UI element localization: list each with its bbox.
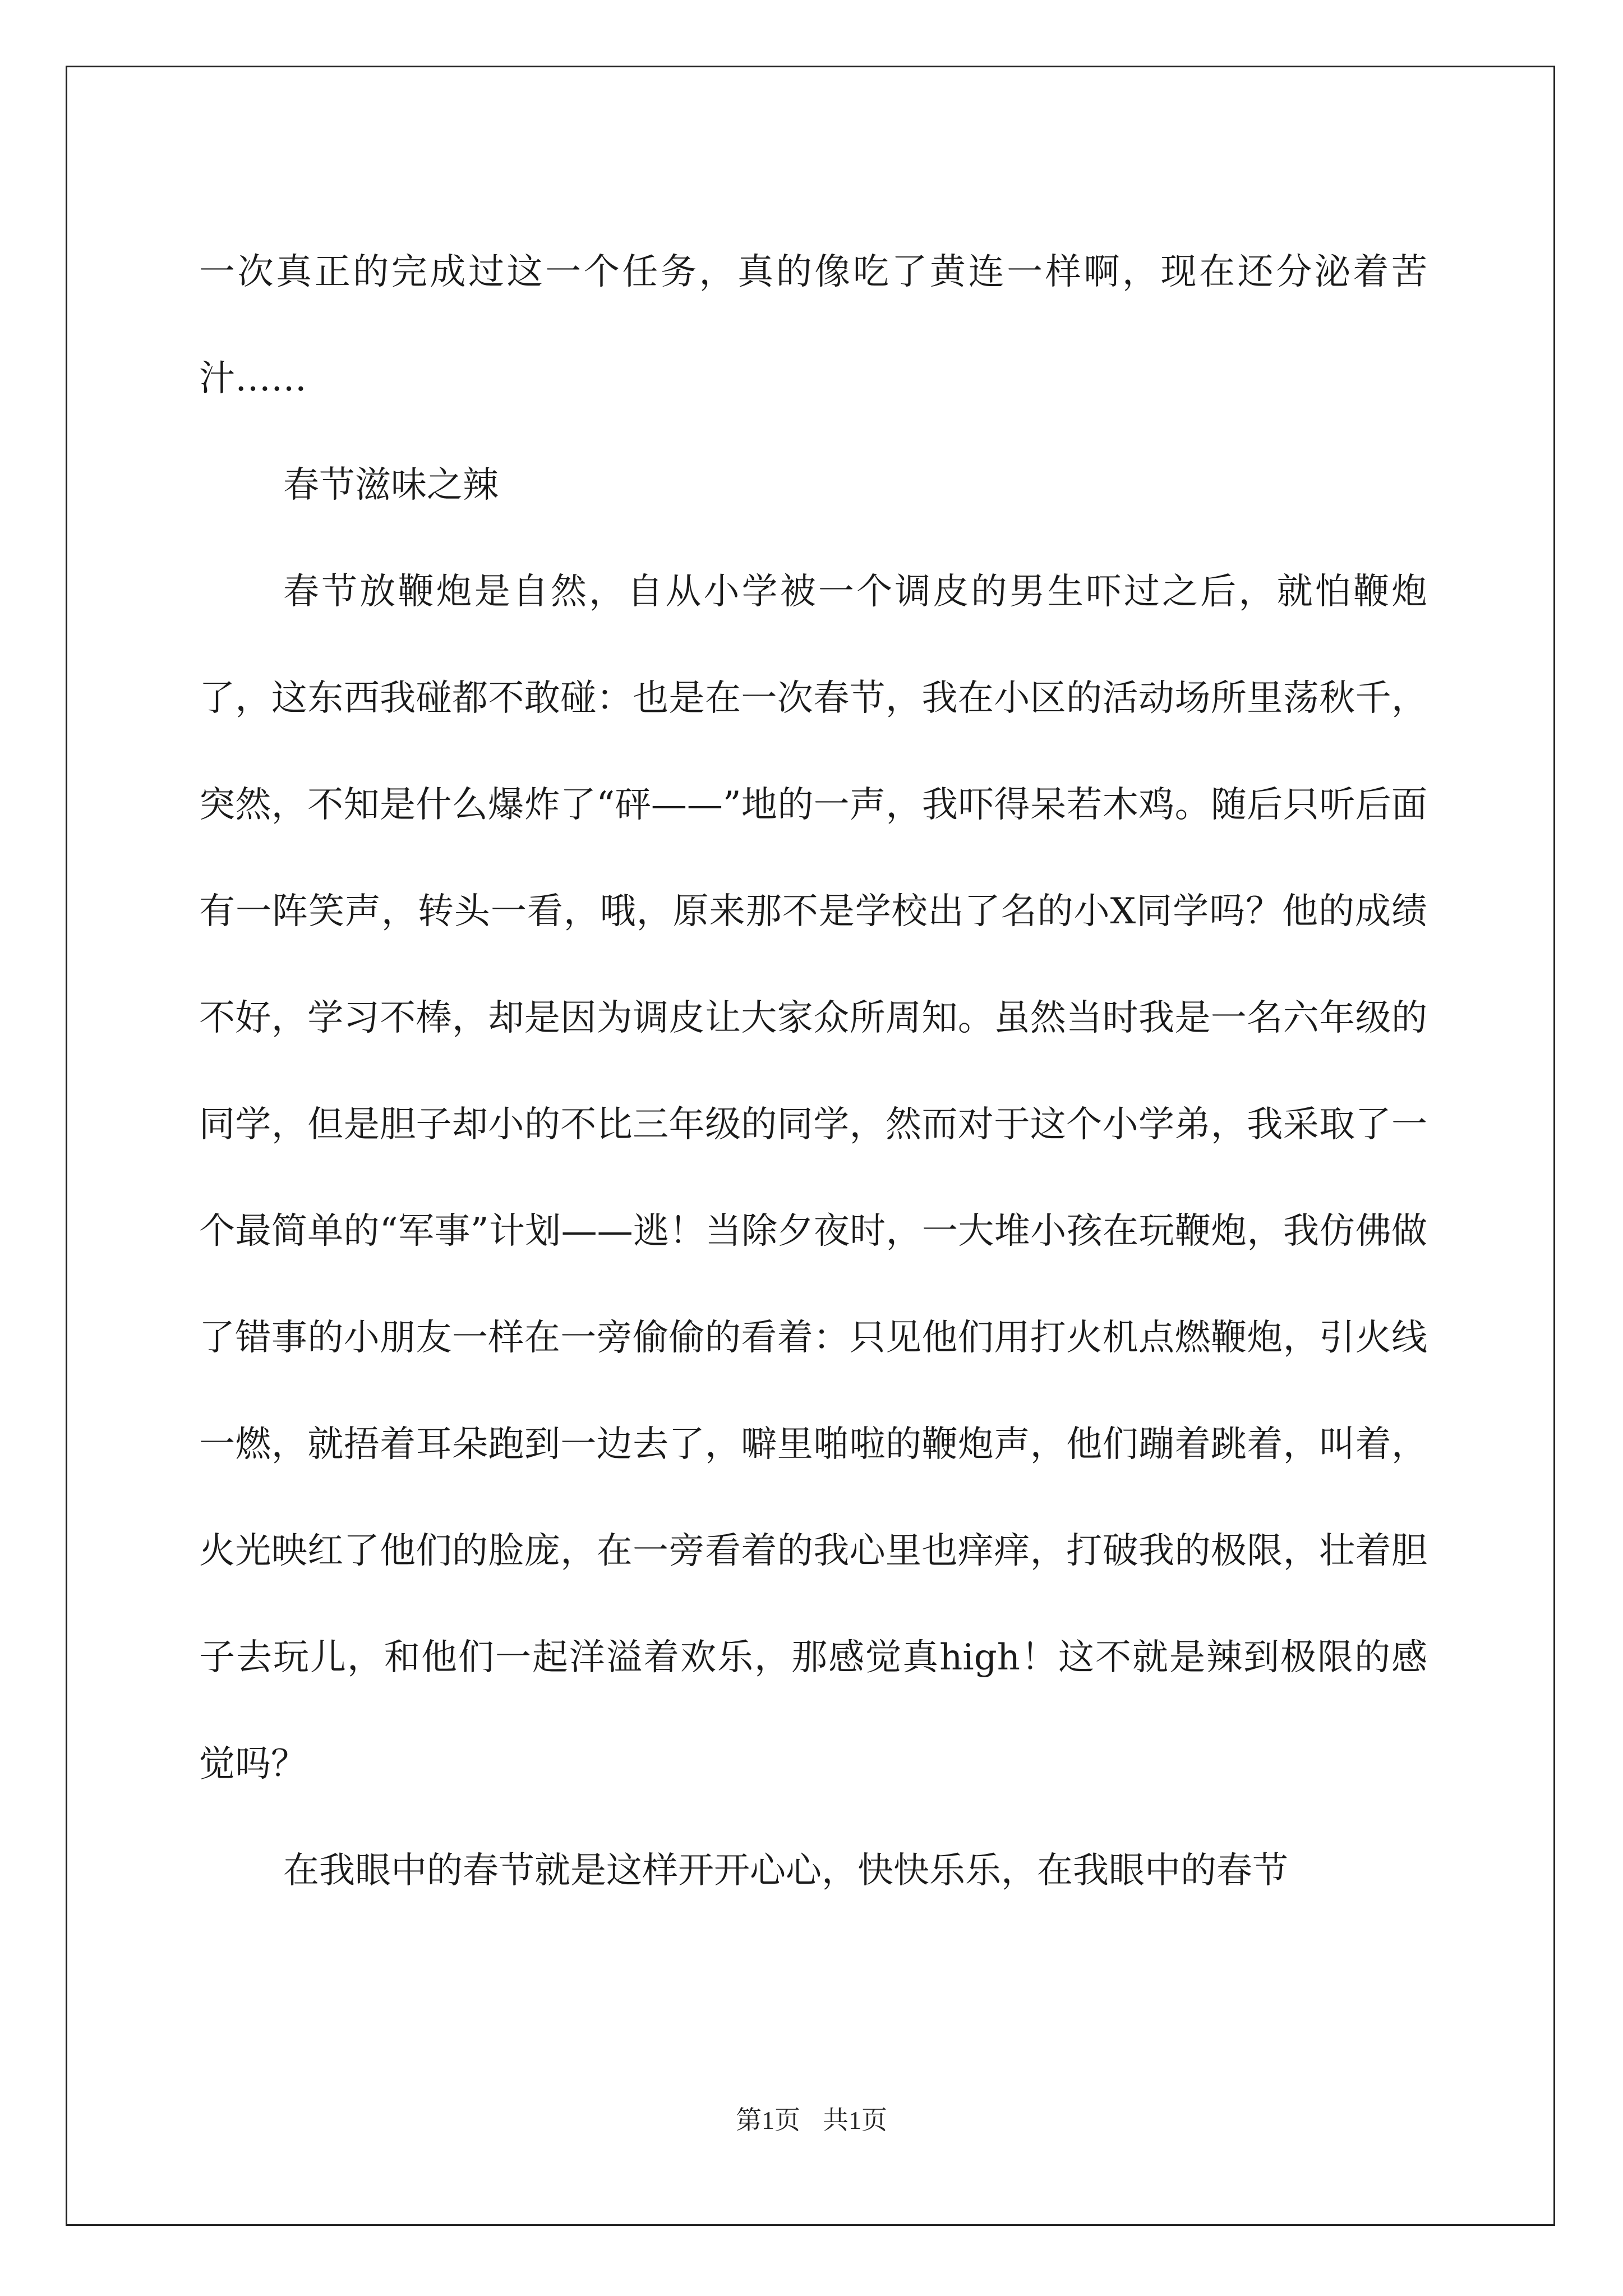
page-number-total: 共1页 xyxy=(823,2106,887,2134)
page-number-current: 第1页 xyxy=(736,2106,800,2134)
paragraph-continuation: 一次真正的完成过这一个任务，真的像吃了黄连一样啊，现在还分泌着苦汁…… xyxy=(199,251,1427,399)
page-footer xyxy=(0,2100,1623,2137)
paragraph-main: 春节放鞭炮是自然，自从小学被一个调皮的男生吓过之后，就怕鞭炮了，这东西我碰都不敢碰：也是在一次春节，我在小区的活动场所里荡秋千，突然，不知是什么爆炸了“砰——”地的一声，我吓得呆若木鸡。随后只听后面有一阵笑声，转头一看，哦，原来那不是学校出了名的小X同学吗？他的成绩不好，学习不棒，却是因为调皮让大家众所周知。虽然当时我是一名六年级的同学，但是胆子却小的不比三年级的同学，然而对于这个小学弟，我采取了一个最简单的“军事”计划——逃！当除夕夜时，一大堆小孩在玩鞭炮，我仿佛做了错事的小朋友一样在一旁偷偷的看着：只见他们用打火机点燃鞭炮，引火线一燃，就捂着耳朵跑到一边去了，噼里啪啦的鞭炮声，他们蹦着跳着，叫着，火光映红了他们的脸庞，在一旁看着的我心里也痒痒，打破我的极限，壮着胆子去玩儿，和他们一起洋溢着欢乐，那感觉真high！这不就是辣到极限的感觉吗？ xyxy=(199,571,1427,1785)
section-heading: 春节滋味之辣 xyxy=(283,464,499,506)
paragraph-closing: 在我眼中的春节就是这样开开心心，快快乐乐，在我眼中的春节 xyxy=(283,1850,1288,1892)
document-body xyxy=(199,219,1427,1924)
